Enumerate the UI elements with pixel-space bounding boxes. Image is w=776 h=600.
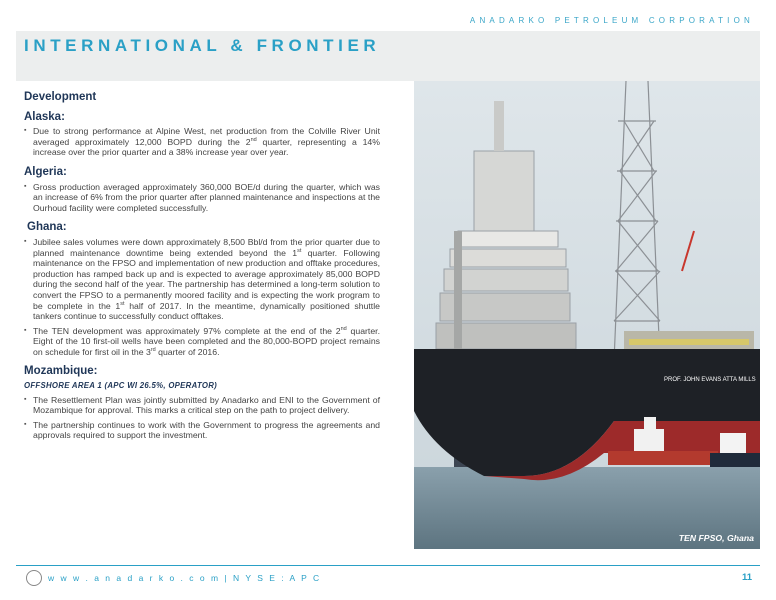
fpso-photo (414, 81, 760, 549)
page-number: 11 (741, 572, 752, 583)
footer-divider (16, 565, 760, 566)
mozambique-bullet-partnership: ▪ The partnership continues to work with the Government to progress the agreements and approvals required to support the investment. (24, 420, 380, 441)
mozambique-list (24, 395, 380, 441)
ghana-heading: Ghana: (27, 221, 67, 234)
alaska-heading: Alaska: (24, 110, 65, 123)
mozambique-bullet-resettlement: ▪ The Resettlement Plan was jointly submitted by Anadarko and ENI to the Government of Mozambique for approval. This marks a critical step on the path to project delivery. (24, 395, 380, 416)
ghana-bullet-ten: ▪ The TEN development was approximately 97% complete at the end of the 2nd quarter. Eight of the 10 first-oil wells have been completed and the 80,000-BOPD project remains on schedule for first oil in the 3rd quarter of 2016. (24, 326, 380, 358)
algeria-heading: Algeria: (24, 165, 67, 178)
photo-caption: TEN FPSO, Ghana (678, 533, 754, 543)
development-heading: Development (24, 91, 97, 103)
ghana-list (24, 237, 380, 358)
corporation-name: ANADARKO PETROLEUM CORPORATION (469, 16, 754, 25)
top-border (0, 0, 776, 4)
algeria-list (24, 182, 380, 214)
ship-name-label: PROF. JOHN EVANS ATTA MILLS (664, 377, 756, 383)
mozambique-heading: Mozambique: (24, 365, 98, 378)
alaska-bullet: ▪ Due to strong performance at Alpine West, net production from the Colville River Unit averaged approximately 12,000 BOPD during the 2nd quarter, representing a 14% increase over the prior quarter and a 38% increase year over year. (24, 126, 380, 158)
footer-website[interactable]: w w w . a n a d a r k o . c o m | N Y S E : A P C (48, 573, 322, 583)
alaska-list (24, 126, 380, 158)
anadarko-logo-icon (26, 570, 42, 586)
ghana-bullet-jubilee: ▪ Jubilee sales volumes were down approximately 8,500 Bbl/d from the prior quarter due to planned maintenance downtime being extended beyond the 1st quarter. Following maintenance on the FPSO and implementation of new production and offtake procedures, production has ramped back up and is expected to average approximately 85,000 BOPD during the second half of the year. The partnership has determined a long-term solution to convert the FPSO to a permanently moored facility and is expecting the work program to be complete in the 1st half of 2017. In the meantime, dynamically positioned shuttle tankers continue to successfully conduct offtakes. (24, 237, 380, 322)
main-content (24, 92, 380, 445)
page-title: INTERNATIONAL & FRONTIER (24, 36, 381, 55)
algeria-bullet: ▪ Gross production averaged approximately 360,000 BOE/d during the quarter, which was an increase of 6% from the prior quarter after planned maintenance and inspections at the Ourhoud facility were completed successfully. (24, 182, 380, 214)
mozambique-subheading: OFFSHORE AREA 1 (APC WI 26.5%, OPERATOR) (24, 381, 218, 391)
